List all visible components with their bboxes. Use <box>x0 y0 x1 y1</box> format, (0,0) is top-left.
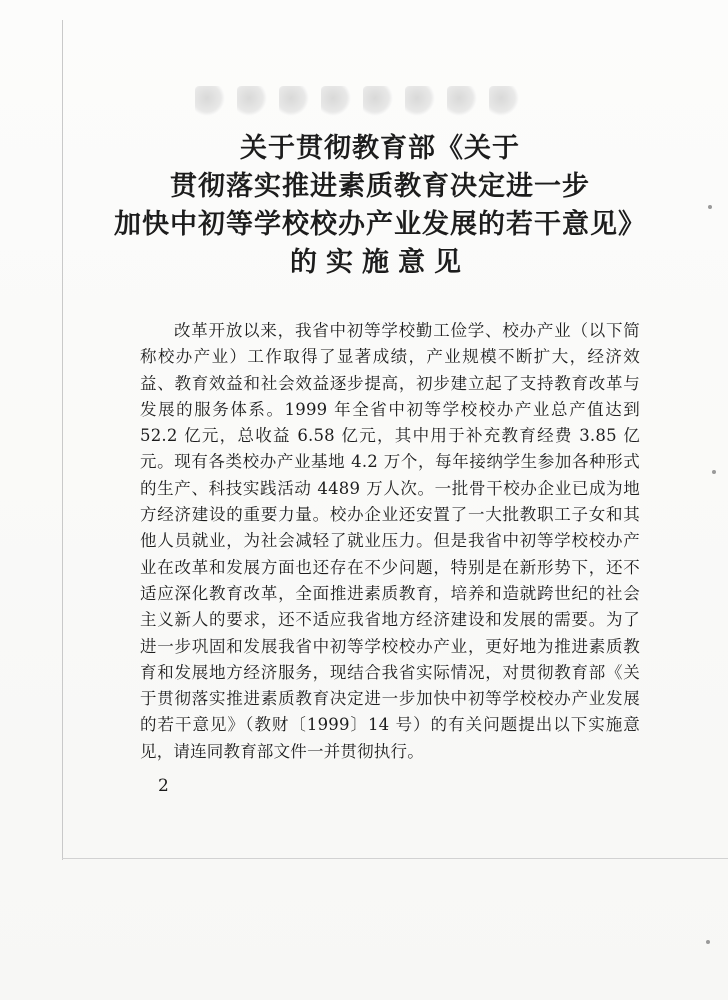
title-line-3: 加快中初等学校校办产业发展的若干意见》 <box>114 209 646 240</box>
title-line-1: 关于贯彻教育部《关于 <box>240 133 520 164</box>
scan-speck <box>708 205 712 209</box>
body-paragraph: 改革开放以来，我省中初等学校勤工俭学、校办产业（以下简称校办产业）工作取得了显著成绩，产业规模不断扩大，经济效益、教育效益和社会效益逐步提高，初步建立起了支持教育改革与发展的服务体系。1999 年全省中初等学校校办产业总产值达到 52.2 亿元，总收益 6.58 亿元，其中用于补充教育经费 3.85 亿元。现有各类校办产业基地 4.2 万个，每年接纳学生参加各种形式的生产、科技实践活动 4489 万人次。一批骨干校办企业已成为地方经济建设的重要力量。校办企业还安置了一大批教职工子女和其他人员就业，为社会减轻了就业压力。但是我省中初等学校校办产业在改革和发展方面也还存在不少问题，特别是在新形势下，还不适应深化教育改革，全面推进素质教育，培养和造就跨世纪的社会主义新人的要求，还不适应我省地方经济建设和发展的需要。为了进一步巩固和发展我省中初等学校校办产业，更好地为推进素质教育和发展地方经济服务，现结合我省实际情况，对贯彻教育部《关于贯彻落实推进素质教育决定进一步加快中初等学校校办产业发展的若干意见》（教财〔1999〕14 号）的有关问题提出以下实施意见，请连同教育部文件一并贯彻执行。 <box>140 321 640 761</box>
page-left-edge <box>62 20 63 860</box>
bleed-through-text <box>195 86 575 130</box>
scan-speck <box>712 470 716 474</box>
scan-speck <box>706 940 710 944</box>
document-title <box>100 130 660 282</box>
title-line-4: 的实施意见 <box>290 247 470 278</box>
page-number: 2 <box>158 776 169 796</box>
title-line-2: 贯彻落实推进素质教育决定进一步 <box>170 171 590 202</box>
page-bottom-edge <box>62 858 728 859</box>
